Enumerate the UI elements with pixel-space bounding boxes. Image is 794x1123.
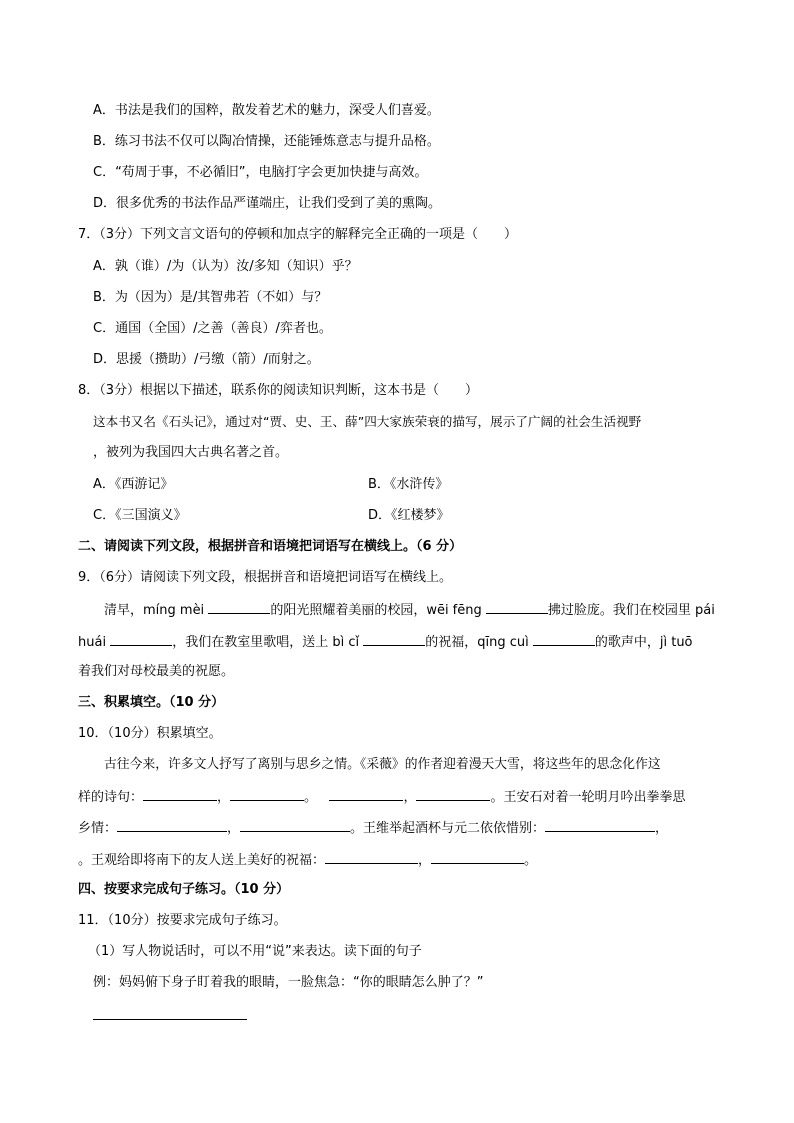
answer-blank[interactable] — [329, 787, 403, 801]
answer-blank[interactable] — [533, 632, 595, 646]
q9-text: ，我们在教室里歌唱，送上 bì cǐ — [172, 635, 364, 650]
q8-option-c: C．《三国演义》 — [93, 508, 187, 523]
q9-text: 清早，míng mèi — [104, 603, 209, 618]
q6-option-d: D．很多优秀的书法作品严谨端庄，让我们受到了美的熏陶。 — [93, 196, 442, 211]
q9-text: huái — [78, 635, 111, 650]
q10-text: 。王观给即将南下的友人送上美好的祝福： — [78, 853, 326, 868]
q10-text: 。王维举起酒杯与元二依依惜别： — [350, 821, 546, 836]
answer-blank[interactable] — [416, 787, 490, 801]
q8-option-a: A．《西游记》 — [93, 477, 174, 492]
q10-passage-line3 — [78, 818, 668, 838]
section-4-heading: 四、按要求完成句子练习。（10 分） — [78, 882, 290, 897]
answer-blank[interactable] — [117, 818, 227, 832]
q9-text: 的歌声中，jì tuō — [594, 635, 693, 650]
answer-blank[interactable] — [363, 632, 425, 646]
q8-option-d: D．《红楼梦》 — [368, 508, 450, 523]
q10-text: 乡情： — [78, 821, 118, 836]
q6-option-b: B．练习书法不仅可以陶冶情操，还能锤炼意志与提升品格。 — [93, 134, 440, 149]
q10-text: 。 — [304, 790, 318, 805]
q10-passage-line2 — [78, 787, 685, 807]
q9-passage-line2 — [78, 632, 693, 652]
q10-text: ， — [418, 853, 432, 868]
q10-text: 。 — [524, 853, 538, 868]
q10-text: ， — [217, 790, 231, 805]
q10-stem: 10．（10分）积累填空。 — [78, 726, 222, 741]
q10-text: ， — [655, 821, 669, 836]
q10-text: 。王安石对着一轮明月吟出拳拳思 — [490, 790, 686, 805]
answer-blank[interactable] — [110, 632, 172, 646]
q9-text: 的祝福，qīng cuì — [425, 635, 533, 650]
q8-description-line1: 这本书又名《石头记》，通过对“贾、史、王、薛”四大家族荣衰的描写，展示了广阔的社会生活视野 — [93, 414, 642, 429]
q8-option-b: B．《水浒传》 — [368, 477, 449, 492]
answer-blank[interactable] — [230, 787, 304, 801]
q7-stem: 7．（3分）下列文言文语句的停顿和加点字的解释完全正确的一项是（ ） — [78, 227, 518, 242]
answer-blank[interactable] — [143, 787, 217, 801]
q10-text: 样的诗句： — [78, 790, 144, 805]
q9-text: 的阳光照耀着美丽的校园，wēi fēng — [270, 603, 486, 618]
q10-text: ， — [403, 790, 417, 805]
q8-description-line2: ，被列为我国四大古典名著之首。 — [93, 445, 289, 460]
q7-option-c: C．通国（全国）/之善（善良）/弈者也。 — [93, 321, 332, 336]
q11-sub1: （1）写人物说话时，可以不用“说”来表达。读下面的句子 — [88, 944, 422, 959]
section-2-heading: 二、请阅读下列文段，根据拼音和语境把词语写在横线上。（6 分） — [78, 539, 463, 554]
answer-blank[interactable] — [325, 850, 418, 864]
q9-passage-line3: 着我们对母校最美的祝愿。 — [78, 664, 235, 679]
q10-passage-line4 — [78, 850, 537, 870]
q8-stem: 8．（3分）根据以下描述，联系你的阅读知识判断，这本书是（ ） — [78, 383, 479, 398]
q6-option-a: A．书法是我们的国粹，散发着艺术的魅力，深受人们喜爱。 — [93, 103, 440, 118]
answer-blank[interactable] — [431, 850, 524, 864]
q11-example: 例：妈妈俯下身子盯着我的眼睛，一脸焦急：“你的眼睛怎么肿了？” — [93, 975, 484, 990]
q7-option-d: D．思援（攒助）/弓缴（箭）/而射之。 — [93, 352, 320, 367]
answer-blank[interactable] — [486, 600, 548, 614]
q7-option-a: A．孰（谁）/为（认为）汝/多知（知识）乎？ — [93, 259, 358, 274]
q7-option-b: B．为（因为）是/其智弗若（不如）与？ — [93, 290, 328, 305]
answer-blank[interactable] — [545, 818, 655, 832]
answer-blank[interactable] — [240, 818, 350, 832]
q9-stem: 9．（6分）请阅读下列文段，根据拼音和语境把词语写在横线上。 — [78, 570, 453, 585]
q9-passage-line1 — [104, 600, 715, 620]
q10-text: ， — [227, 821, 241, 836]
q10-passage-line1: 古往今来，许多文人抒写了离别与思乡之情。《采薇》的作者迎着漫天大雪，将这些年的思念化作这 — [104, 757, 661, 772]
answer-blank[interactable] — [208, 600, 270, 614]
section-3-heading: 三、积累填空。（10 分） — [78, 695, 225, 710]
q9-text: 拂过脸庞。我们在校园里 pái — [547, 603, 715, 618]
q6-option-c: C．“苟周于事，不必循旧”，电脑打字会更加快捷与高效。 — [93, 165, 428, 180]
answer-line[interactable] — [93, 1018, 247, 1020]
q11-stem: 11．（10分）按要求完成句子练习。 — [78, 913, 287, 928]
